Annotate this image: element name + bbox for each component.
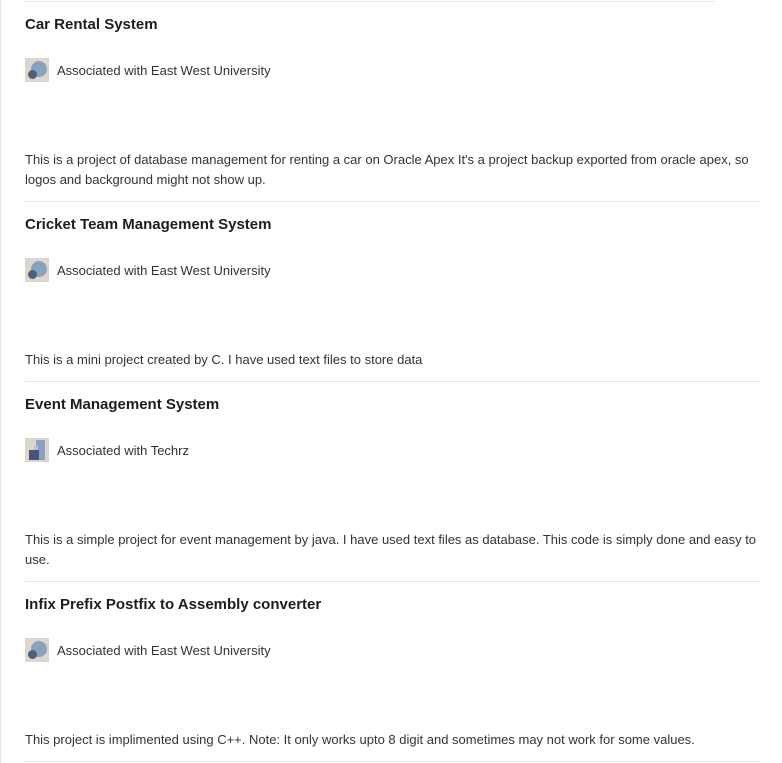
university-logo-icon[interactable] (25, 258, 49, 282)
project-divider (25, 381, 760, 382)
project-title[interactable]: Cricket Team Management System (25, 216, 272, 233)
university-logo-icon[interactable] (25, 638, 49, 662)
project-divider (25, 201, 760, 202)
project-description: This is a project of database management for renting a car on Oracle Apex It's a project backup exported from oracle apex, so logos and background might not show up. (25, 152, 749, 187)
project-title[interactable]: Car Rental System (25, 16, 158, 33)
company-logo-icon[interactable] (25, 438, 49, 462)
association-text: Associated with East West University (57, 62, 271, 78)
project-association (25, 58, 271, 82)
project-divider (25, 581, 760, 582)
section-top-divider (25, 1, 715, 2)
project-description: This is a mini project created by C. I have used text files to store data (25, 352, 423, 367)
project-association (25, 258, 271, 282)
university-logo-icon[interactable] (25, 58, 49, 82)
project-title[interactable]: Event Management System (25, 396, 220, 413)
association-text: Associated with Techrz (57, 442, 189, 458)
project-association (25, 438, 189, 462)
association-text: Associated with East West University (57, 642, 271, 658)
project-association (25, 638, 271, 662)
project-description: This is a simple project for event management by java. I have used text files as database. This code is simply done and easy to use. (25, 532, 757, 567)
association-text: Associated with East West University (57, 262, 271, 278)
project-description: This project is implimented using C++. Note: It only works upto 8 digit and sometimes may not work for some values. (25, 732, 695, 747)
project-divider (25, 761, 760, 762)
project-title[interactable]: Infix Prefix Postfix to Assembly converter (25, 596, 322, 613)
panel-left-border (0, 0, 1, 763)
